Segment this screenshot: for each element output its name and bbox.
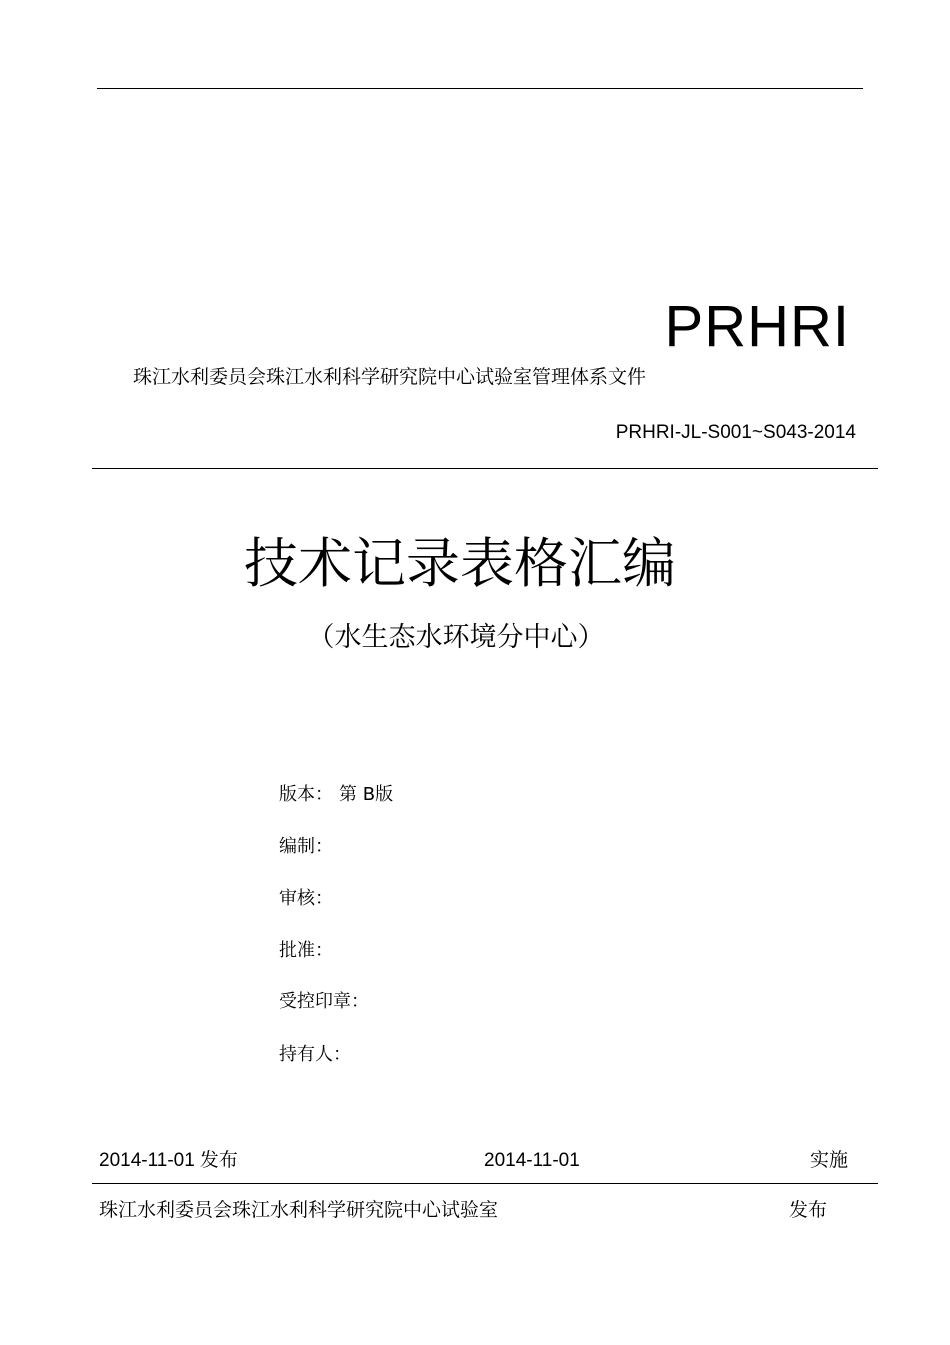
field-label: 审核： xyxy=(279,888,333,909)
issuer-action: 发布 xyxy=(789,1199,828,1221)
release-label: 发布 xyxy=(199,1149,238,1171)
field-label: 编制： xyxy=(279,836,333,857)
field-label: 批准： xyxy=(279,940,333,961)
top-rule xyxy=(97,88,863,89)
footer-divider xyxy=(92,1183,878,1184)
field-holder xyxy=(279,1046,357,1064)
field-label: 版本： xyxy=(279,784,333,805)
header-divider xyxy=(92,468,878,469)
implement-label: 实施 xyxy=(810,1149,849,1171)
field-control-stamp xyxy=(279,993,375,1011)
field-version xyxy=(279,786,393,804)
page-subtitle: （水生态水环境分中心） xyxy=(307,622,605,653)
field-reviewed-by xyxy=(279,890,339,908)
implement-date: 2014-11-01 xyxy=(484,1150,580,1171)
organization-title: 珠江水利委员会珠江水利科学研究院中心试验室管理体系文件 xyxy=(133,366,647,388)
document-code: PRHRI-JL-S001~S043-2014 xyxy=(615,422,856,443)
release-info xyxy=(99,1151,238,1170)
logo-text: PRHRI xyxy=(664,294,850,359)
field-value: 第 B版 xyxy=(339,784,394,805)
issuer-name: 珠江水利委员会珠江水利科学研究院中心试验室 xyxy=(99,1199,499,1221)
field-label: 受控印章： xyxy=(279,991,369,1012)
field-approved-by xyxy=(279,942,339,960)
release-date: 2014-11-01 xyxy=(99,1150,195,1171)
page-title: 技术记录表格汇编 xyxy=(244,532,676,595)
field-compiled-by xyxy=(279,838,339,856)
field-label: 持有人： xyxy=(279,1044,351,1065)
